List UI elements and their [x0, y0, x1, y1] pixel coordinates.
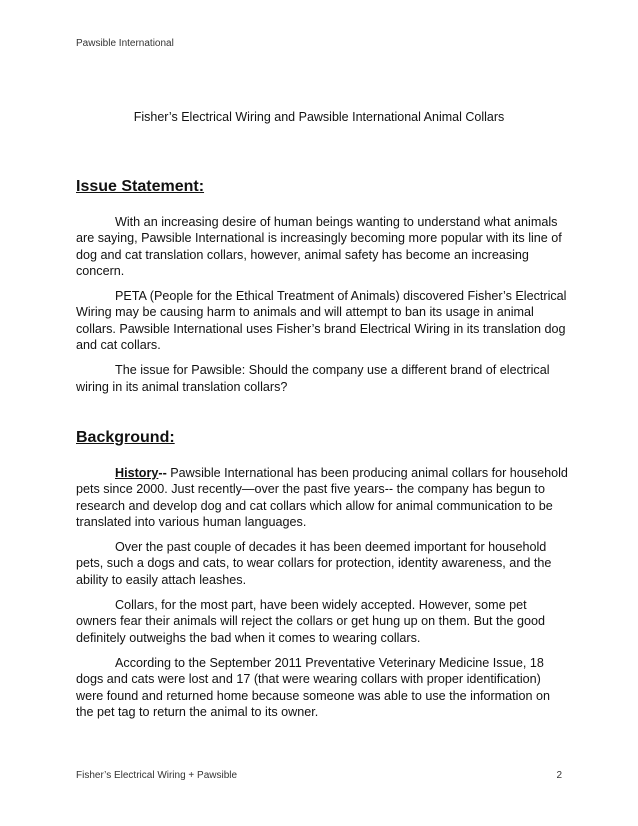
issue-paragraph-2: PETA (People for the Ethical Treatment of Animals) discovered Fisher’s Electrical Wiring may be causing harm to animals and will attempt to ban its usage in animal collars. Pawsible International uses Fisher’s brand Electrical Wiring in its translation dog and cat collars. — [76, 289, 567, 353]
page-number: 2 — [556, 770, 562, 781]
background-paragraph-3: According to the September 2011 Preventative Veterinary Medicine Issue, 18 dogs and cats were lost and 17 (that were wearing collars with proper identification) were found and returned home because someone was able to use the information on the pet tag to return the animal to its owner. — [76, 655, 550, 719]
history-separator: -- — [158, 465, 167, 480]
document-body — [76, 176, 568, 729]
document-title: Fisher’s Electrical Wiring and Pawsible International Animal Collars — [133, 110, 505, 124]
history-label: History — [115, 465, 159, 480]
running-header: Pawsible International — [76, 38, 174, 49]
background-heading: Background: — [76, 428, 175, 446]
issue-paragraph-1: With an increasing desire of human beings wanting to understand what animals are saying, Pawsible International is increasingly becoming more popular with its line of dog and cat translation collars, however, animal safety has become an increasing concern. — [76, 215, 562, 278]
history-text: Pawsible International has been producing animal collars for household pets since 2000. Just recently—over the past five years-- the company has begun to research and develop dog and cat collars which allow for animal communication to be translated into various human languages. — [76, 465, 568, 529]
issue-statement-heading: Issue Statement: — [76, 178, 205, 195]
issue-paragraph-3: The issue for Pawsible: Should the company use a different brand of electrical wiring in its animal translation collars? — [76, 363, 550, 394]
issue-statement-section — [76, 214, 568, 395]
background-paragraph-2: Collars, for the most part, have been widely accepted. However, some pet owners fear their animals will reject the collars or get hung up on them. But the good definitely outweighs the bad when it comes to wearing collars. — [76, 598, 546, 645]
footer-title: Fisher’s Electrical Wiring + Pawsible — [76, 770, 238, 781]
background-section — [76, 465, 568, 720]
background-paragraph-1: Over the past couple of decades it has been deemed important for household pets, such a dogs and cats, to wear collars for protection, identity awareness, and the ability to easily attach leashes. — [76, 540, 552, 587]
history-paragraph — [76, 465, 568, 530]
